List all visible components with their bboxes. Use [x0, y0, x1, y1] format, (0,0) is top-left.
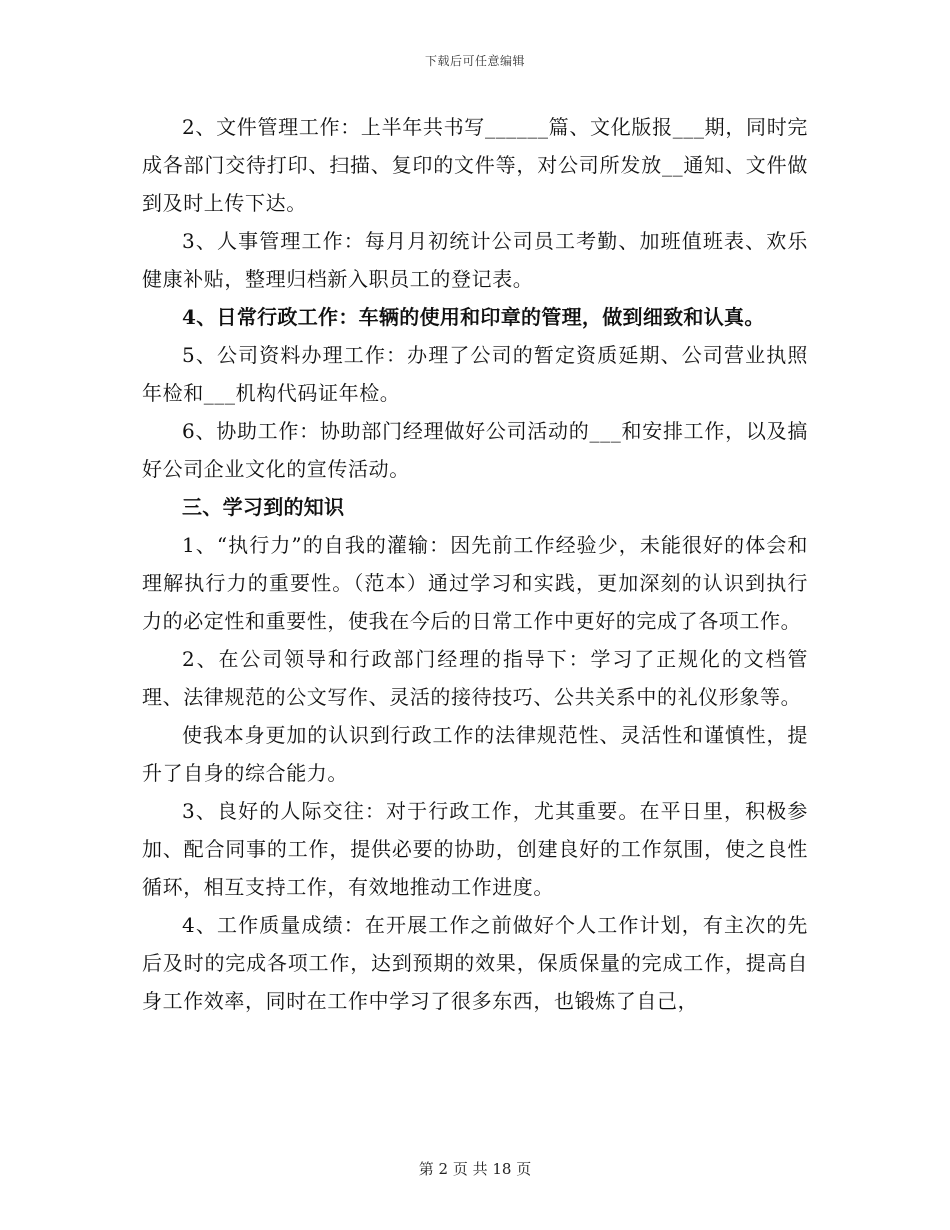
paragraph-file-management: 2、文件管理工作：上半年共书写______篇、文化版报___期，同时完成各部门交待打印、扫描、复印的文件等，对公司所发放__通知、文件做到及时上传下达。 — [142, 115, 808, 215]
paragraph-guidance: 2、在公司领导和行政部门经理的指导下：学习了正规化的文档管理、法律规范的公文写作、灵活的接待技巧、公共关系中的礼仪形象等。 — [142, 647, 808, 709]
paragraph-execution: 1、“执行力”的自我的灌输：因先前工作经验少，未能很好的体会和理解执行力的重要性。（范本）通过学习和实践，更加深刻的认识到执行力的必定性和重要性，使我在今后的日常工作中更好的完成了各项工作。 — [142, 533, 808, 633]
paragraph-hr-management: 3、人事管理工作：每月月初统计公司员工考勤、加班值班表、欢乐健康补贴，整理归档新入职员工的登记表。 — [142, 229, 808, 291]
paragraph-work-quality: 4、工作质量成绩：在开展工作之前做好个人工作计划，有主次的先后及时的完成各项工作，达到预期的效果，保质保量的完成工作，提高自身工作效率，同时在工作中学习了很多东西，也锻炼了自己， — [142, 913, 808, 1013]
page-header: 下载后可任意编辑 — [424, 54, 525, 68]
paragraph-company-documents: 5、公司资料办理工作：办理了公司的暂定资质延期、公司营业执照年检和___机构代码证年检。 — [142, 343, 808, 405]
paragraph-interpersonal: 3、良好的人际交往：对于行政工作，尤其重要。在平日里，积极参加、配合同事的工作，提供必要的协助，创建良好的工作氛围，使之良性循环，相互支持工作，有效地推动工作进度。 — [142, 799, 808, 899]
paragraph-awareness: 使我本身更加的认识到行政工作的法律规范性、灵活性和谨慎性，提升了自身的综合能力。 — [142, 723, 808, 785]
paragraph-daily-admin: 4、日常行政工作：车辆的使用和印章的管理，做到细致和认真。 — [182, 305, 765, 329]
document-body — [142, 108, 808, 1020]
page-number: 第 2 页 共 18 页 — [418, 1160, 532, 1178]
section-heading-knowledge: 三、学习到的知识 — [182, 495, 345, 519]
paragraph-assistance-work: 6、协助工作：协助部门经理做好公司活动的___和安排工作，以及搞好公司企业文化的宣传活动。 — [142, 419, 808, 481]
